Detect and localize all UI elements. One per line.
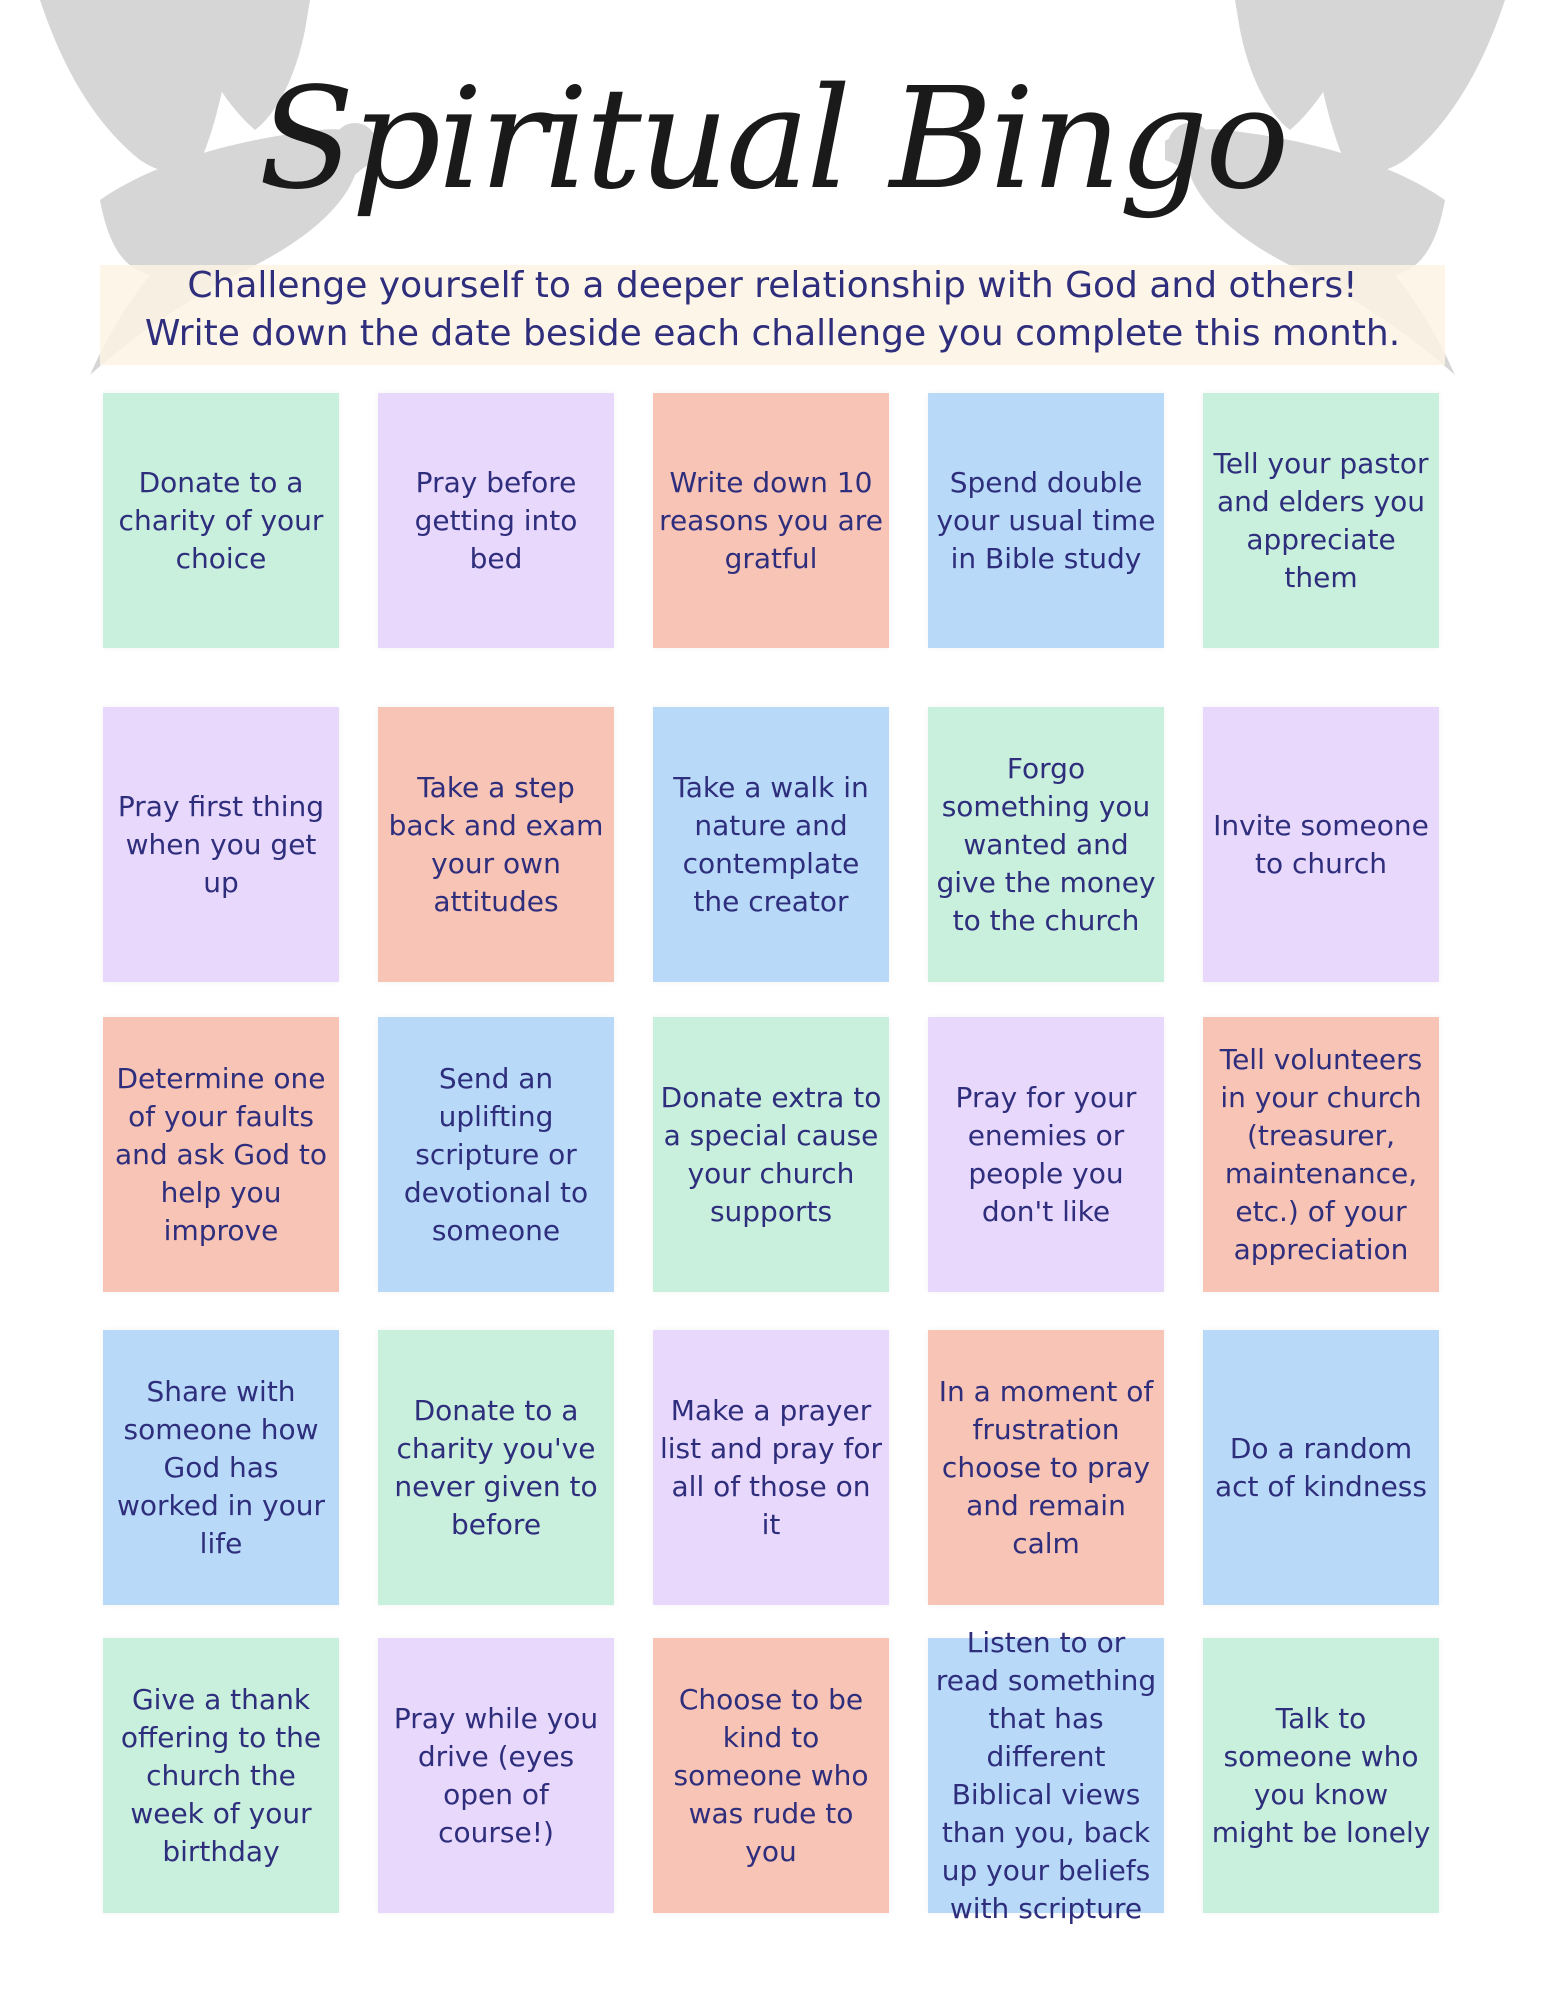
bingo-square: Make a prayer list and pray for all of those on it bbox=[653, 1330, 889, 1605]
bingo-square: Write down 10 reasons you are gratful bbox=[653, 393, 889, 648]
bingo-square: Pray first thing when you get up bbox=[103, 707, 339, 982]
bingo-square: Listen to or read something that has different Biblical views than you, back up your beliefs with scripture bbox=[928, 1638, 1164, 1913]
bingo-square: Pray before getting into bed bbox=[378, 393, 614, 648]
bingo-square: Forgo something you wanted and give the money to the church bbox=[928, 707, 1164, 982]
bingo-square: Tell your pastor and elders you appreciate them bbox=[1203, 393, 1439, 648]
bingo-square: Share with someone how God has worked in your life bbox=[103, 1330, 339, 1605]
bingo-square: In a moment of frustration choose to pray and remain calm bbox=[928, 1330, 1164, 1605]
subtitle-line-1: Challenge yourself to a deeper relationship with God and others! bbox=[187, 265, 1358, 306]
bingo-square: Tell volunteers in your church (treasurer, maintenance, etc.) of your appreciation bbox=[1203, 1017, 1439, 1292]
bingo-square: Pray for your enemies or people you don't like bbox=[928, 1017, 1164, 1292]
page-title: Spiritual Bingo bbox=[258, 58, 1287, 221]
bingo-square: Give a thank offering to the church the week of your birthday bbox=[103, 1638, 339, 1913]
bingo-square: Donate to a charity you've never given to before bbox=[378, 1330, 614, 1605]
bingo-square: Spend double your usual time in Bible study bbox=[928, 393, 1164, 648]
bingo-square: Invite someone to church bbox=[1203, 707, 1439, 982]
bingo-square: Determine one of your faults and ask God to help you improve bbox=[103, 1017, 339, 1292]
subtitle-line-2: Write down the date beside each challenge you complete this month. bbox=[144, 313, 1401, 354]
bingo-square: Donate extra to a special cause your church supports bbox=[653, 1017, 889, 1292]
bingo-square: Talk to someone who you know might be lonely bbox=[1203, 1638, 1439, 1913]
bingo-square: Do a random act of kindness bbox=[1203, 1330, 1439, 1605]
bingo-square: Donate to a charity of your choice bbox=[103, 393, 339, 648]
bingo-square: Take a step back and exam your own attitudes bbox=[378, 707, 614, 982]
bingo-square: Send an uplifting scripture or devotional to someone bbox=[378, 1017, 614, 1292]
bingo-square: Choose to be kind to someone who was rude to you bbox=[653, 1638, 889, 1913]
bingo-grid bbox=[100, 0, 1445, 2000]
bingo-square: Take a walk in nature and contemplate the creator bbox=[653, 707, 889, 982]
bingo-square: Pray while you drive (eyes open of course!) bbox=[378, 1638, 614, 1913]
